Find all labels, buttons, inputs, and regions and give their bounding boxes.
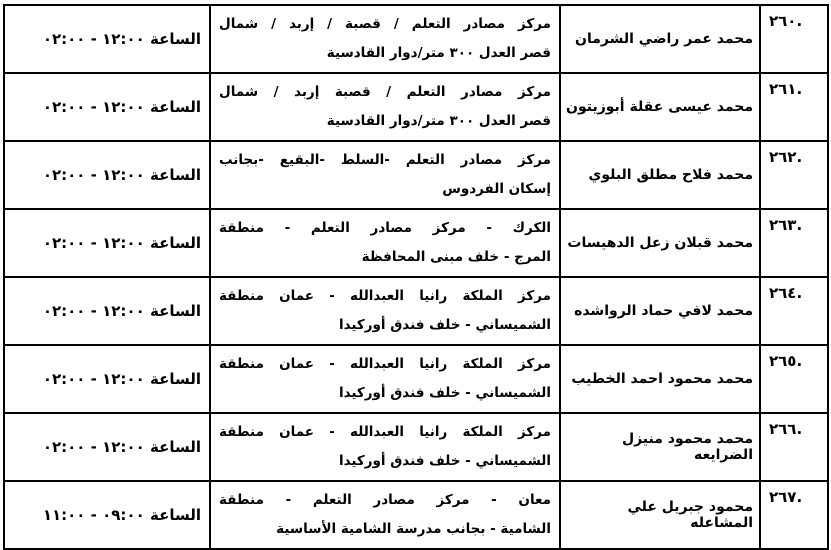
person-name: محمد محمود احمد الخطيب <box>560 345 760 413</box>
person-name: محمد فلاح مطلق البلوي <box>560 141 760 209</box>
location-line-1: مركز مصادر التعلم -السلط -البقيع -بجانب <box>219 152 551 168</box>
location-line-2: الشميساني - خلف فندق أوركيدا <box>338 453 551 469</box>
exam-location <box>210 73 560 141</box>
table-row <box>4 73 828 141</box>
exam-location <box>210 5 560 73</box>
location-line-1: مركز الملكة رانيا العبدالله - عمان منطقة <box>219 424 551 440</box>
exam-time: الساعة ١٢:٠٠ - ٠٢:٠٠ <box>4 413 210 481</box>
row-number: ٢٦١. <box>760 73 828 141</box>
table-row <box>4 277 828 345</box>
row-number: ٢٦٦. <box>760 413 828 481</box>
location-line-1: مركز مصادر التعلم / قصبة / إربد / شمال <box>219 16 551 32</box>
location-line-2: قصر العدل ٣٠٠ متر/دوار القادسية <box>326 113 551 129</box>
location-line-2: إسكان الفردوس <box>442 181 551 197</box>
person-name: محمد عيسى عقلة أبوزيتون <box>560 73 760 141</box>
exam-time: الساعة ١٢:٠٠ - ٠٢:٠٠ <box>4 345 210 413</box>
exam-time: الساعة ١٢:٠٠ - ٠٢:٠٠ <box>4 141 210 209</box>
location-line-2: قصر العدل ٣٠٠ متر/دوار القادسية <box>326 45 551 61</box>
exam-time: الساعة ٠٩:٠٠ - ١١:٠٠ <box>4 481 210 549</box>
row-number: ٢٦٧. <box>760 481 828 549</box>
person-name: محمد قبلان زعل الدهيسات <box>560 209 760 277</box>
location-line-2: الشامية - بجانب مدرسة الشامية الأساسية <box>276 521 551 537</box>
location-line-2: الشميساني - خلف فندق أوركيدا <box>338 385 551 401</box>
row-number: ٢٦٢. <box>760 141 828 209</box>
exam-time: الساعة ١٢:٠٠ - ٠٢:٠٠ <box>4 209 210 277</box>
exam-location <box>210 209 560 277</box>
exam-location <box>210 277 560 345</box>
exam-time: الساعة ١٢:٠٠ - ٠٢:٠٠ <box>4 73 210 141</box>
table-row <box>4 481 828 549</box>
row-number: ٢٦٠. <box>760 5 828 73</box>
table-row <box>4 209 828 277</box>
exam-location <box>210 345 560 413</box>
row-number: ٢٦٥. <box>760 345 828 413</box>
row-number: ٢٦٤. <box>760 277 828 345</box>
table-row <box>4 141 828 209</box>
schedule-table <box>3 4 829 550</box>
row-number: ٢٦٣. <box>760 209 828 277</box>
location-line-1: مركز الملكة رانيا العبدالله - عمان منطقة <box>219 356 551 372</box>
person-name: محمد محمود منيزل الضرايعه <box>560 413 760 481</box>
location-line-1: الكرك - مركز مصادر التعلم - منطقة <box>219 220 551 236</box>
exam-location <box>210 141 560 209</box>
exam-time: الساعة ١٢:٠٠ - ٠٢:٠٠ <box>4 277 210 345</box>
exam-time: الساعة ١٢:٠٠ - ٠٢:٠٠ <box>4 5 210 73</box>
location-line-1: مركز مصادر التعلم / قصبة إربد / شمال <box>219 84 551 100</box>
exam-location <box>210 413 560 481</box>
exam-location <box>210 481 560 549</box>
location-line-2: المرج - خلف مبنى المحافظة <box>361 249 551 265</box>
location-line-1: معان - مركز مصادر التعلم - منطقة <box>219 492 551 508</box>
person-name: محمود جبريل علي المشاعله <box>560 481 760 549</box>
table-row <box>4 5 828 73</box>
person-name: محمد عمر راضي الشرمان <box>560 5 760 73</box>
person-name: محمد لافي حماد الرواشده <box>560 277 760 345</box>
location-line-1: مركز الملكة رانيا العبدالله - عمان منطقة <box>219 288 551 304</box>
schedule-sheet <box>3 4 827 537</box>
table-row <box>4 413 828 481</box>
location-line-2: الشميساني - خلف فندق أوركيدا <box>338 317 551 333</box>
table-row <box>4 345 828 413</box>
